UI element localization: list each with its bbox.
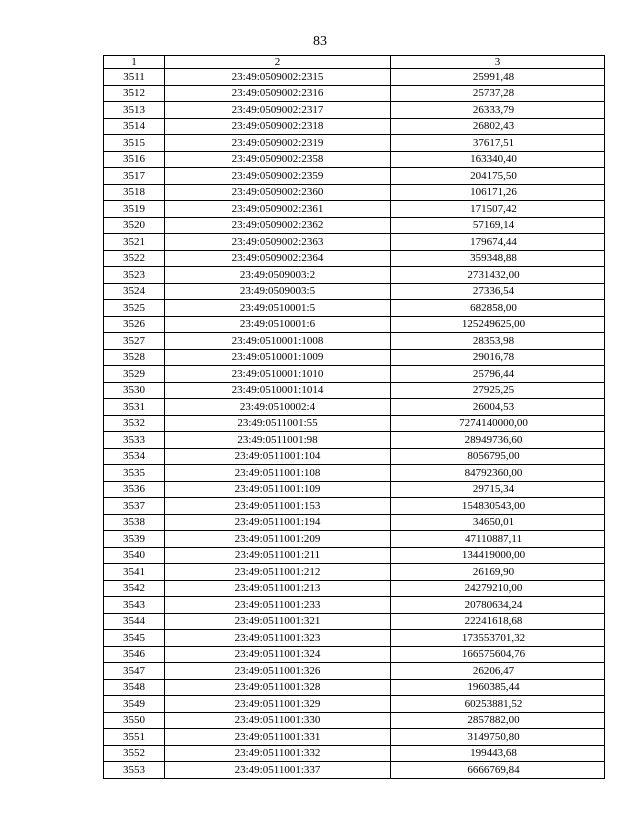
table-row: [104, 663, 605, 680]
cadastral-value-cell: 1960385,44: [391, 679, 605, 696]
page-number: 83: [313, 34, 327, 49]
table-row: [104, 85, 605, 102]
cadastral-number-cell: 23:49:0509002:2361: [165, 201, 391, 218]
row-number-cell: 3526: [104, 316, 165, 333]
cadastral-value-cell: 26004,53: [391, 399, 605, 416]
cadastral-value-cell: 179674,44: [391, 234, 605, 251]
table-row: [104, 135, 605, 152]
row-number-cell: 3546: [104, 646, 165, 663]
row-number-cell: 3538: [104, 514, 165, 531]
row-number-cell: 3545: [104, 630, 165, 647]
cadastral-number-cell: 23:49:0511001:211: [165, 547, 391, 564]
row-number-cell: 3544: [104, 613, 165, 630]
cadastral-number-cell: 23:49:0511001:108: [165, 465, 391, 482]
table-row: [104, 613, 605, 630]
cadastral-value-cell: 20780634,24: [391, 597, 605, 614]
table-row: [104, 217, 605, 234]
table-row: [104, 415, 605, 432]
cadastral-value-cell: 37617,51: [391, 135, 605, 152]
cadastral-value-cell: 26333,79: [391, 102, 605, 119]
table-row: [104, 465, 605, 482]
cadastral-value-cell: 25991,48: [391, 69, 605, 86]
cadastral-number-cell: 23:49:0511001:332: [165, 745, 391, 762]
row-number-cell: 3548: [104, 679, 165, 696]
cadastral-value-cell: 2857882,00: [391, 712, 605, 729]
cadastral-value-cell: 8056795,00: [391, 448, 605, 465]
row-number-cell: 3524: [104, 283, 165, 300]
table-row: [104, 498, 605, 515]
table-row: [104, 333, 605, 350]
cadastral-number-cell: 23:49:0509002:2319: [165, 135, 391, 152]
cadastral-value-cell: 3149750,80: [391, 729, 605, 746]
cadastral-number-cell: 23:49:0511001:329: [165, 696, 391, 713]
cadastral-number-cell: 23:49:0511001:212: [165, 564, 391, 581]
cadastral-value-cell: 27336,54: [391, 283, 605, 300]
cadastral-value-table: [103, 55, 605, 779]
row-number-cell: 3533: [104, 432, 165, 449]
cadastral-number-cell: 23:49:0511001:321: [165, 613, 391, 630]
cadastral-value-cell: 166575604,76: [391, 646, 605, 663]
cadastral-value-cell: 29715,34: [391, 481, 605, 498]
cadastral-value-cell: 84792360,00: [391, 465, 605, 482]
row-number-cell: 3532: [104, 415, 165, 432]
cadastral-value-cell: 171507,42: [391, 201, 605, 218]
table-row: [104, 630, 605, 647]
cadastral-number-cell: 23:49:0509003:5: [165, 283, 391, 300]
row-number-cell: 3519: [104, 201, 165, 218]
cadastral-number-cell: 23:49:0511001:233: [165, 597, 391, 614]
row-number-cell: 3516: [104, 151, 165, 168]
cadastral-number-cell: 23:49:0509002:2317: [165, 102, 391, 119]
table-row: [104, 729, 605, 746]
row-number-cell: 3550: [104, 712, 165, 729]
cadastral-number-cell: 23:49:0511001:326: [165, 663, 391, 680]
row-number-cell: 3514: [104, 118, 165, 135]
cadastral-value-cell: 57169,14: [391, 217, 605, 234]
row-number-cell: 3521: [104, 234, 165, 251]
cadastral-value-cell: 204175,50: [391, 168, 605, 185]
cadastral-number-cell: 23:49:0511001:324: [165, 646, 391, 663]
cadastral-value-cell: 22241618,68: [391, 613, 605, 630]
table-row: [104, 151, 605, 168]
row-number-cell: 3515: [104, 135, 165, 152]
cadastral-value-cell: 26802,43: [391, 118, 605, 135]
table-row: [104, 564, 605, 581]
row-number-cell: 3537: [104, 498, 165, 515]
row-number-cell: 3517: [104, 168, 165, 185]
row-number-cell: 3543: [104, 597, 165, 614]
cadastral-value-cell: 28353,98: [391, 333, 605, 350]
cadastral-number-cell: 23:49:0510001:1010: [165, 366, 391, 383]
table-row: [104, 250, 605, 267]
row-number-cell: 3522: [104, 250, 165, 267]
cadastral-value-cell: 28949736,60: [391, 432, 605, 449]
table-row: [104, 118, 605, 135]
cadastral-value-cell: 26206,47: [391, 663, 605, 680]
row-number-cell: 3531: [104, 399, 165, 416]
cadastral-value-cell: 106171,26: [391, 184, 605, 201]
table-row: [104, 762, 605, 779]
row-number-cell: 3512: [104, 85, 165, 102]
cadastral-number-cell: 23:49:0511001:109: [165, 481, 391, 498]
cadastral-value-cell: 26169,90: [391, 564, 605, 581]
cadastral-number-cell: 23:49:0510001:6: [165, 316, 391, 333]
table-row: [104, 481, 605, 498]
cadastral-value-cell: 47110887,11: [391, 531, 605, 548]
row-number-cell: 3525: [104, 300, 165, 317]
table-row: [104, 745, 605, 762]
row-number-cell: 3539: [104, 531, 165, 548]
row-number-cell: 3511: [104, 69, 165, 86]
row-number-cell: 3551: [104, 729, 165, 746]
table-row: [104, 316, 605, 333]
table-row: [104, 69, 605, 86]
row-number-cell: 3552: [104, 745, 165, 762]
cadastral-number-cell: 23:49:0511001:330: [165, 712, 391, 729]
table-row: [104, 267, 605, 284]
table-row: [104, 168, 605, 185]
table-row: [104, 448, 605, 465]
cadastral-number-cell: 23:49:0511001:55: [165, 415, 391, 432]
cadastral-value-cell: 7274140000,00: [391, 415, 605, 432]
cadastral-value-cell: 25796,44: [391, 366, 605, 383]
table-row: [104, 102, 605, 119]
row-number-cell: 3518: [104, 184, 165, 201]
cadastral-number-cell: 23:49:0510001:5: [165, 300, 391, 317]
cadastral-value-cell: 29016,78: [391, 349, 605, 366]
row-number-cell: 3527: [104, 333, 165, 350]
cadastral-number-cell: 23:49:0510001:1014: [165, 382, 391, 399]
column-header-2: 2: [165, 56, 391, 69]
table-row: [104, 547, 605, 564]
cadastral-number-cell: 23:49:0509002:2358: [165, 151, 391, 168]
cadastral-value-cell: 34650,01: [391, 514, 605, 531]
table-row: [104, 184, 605, 201]
cadastral-number-cell: 23:49:0509002:2363: [165, 234, 391, 251]
table-row: [104, 646, 605, 663]
row-number-cell: 3513: [104, 102, 165, 119]
cadastral-value-cell: 6666769,84: [391, 762, 605, 779]
table-row: [104, 580, 605, 597]
row-number-cell: 3523: [104, 267, 165, 284]
column-header-3: 3: [391, 56, 605, 69]
row-number-cell: 3520: [104, 217, 165, 234]
cadastral-value-cell: 25737,28: [391, 85, 605, 102]
table-row: [104, 432, 605, 449]
cadastral-value-cell: 682858,00: [391, 300, 605, 317]
table-row: [104, 399, 605, 416]
row-number-cell: 3529: [104, 366, 165, 383]
cadastral-number-cell: 23:49:0511001:337: [165, 762, 391, 779]
row-number-cell: 3547: [104, 663, 165, 680]
cadastral-number-cell: 23:49:0511001:209: [165, 531, 391, 548]
table-row: [104, 382, 605, 399]
cadastral-number-cell: 23:49:0511001:194: [165, 514, 391, 531]
row-number-cell: 3542: [104, 580, 165, 597]
cadastral-value-cell: 199443,68: [391, 745, 605, 762]
cadastral-number-cell: 23:49:0510002:4: [165, 399, 391, 416]
cadastral-number-cell: 23:49:0509002:2316: [165, 85, 391, 102]
cadastral-number-cell: 23:49:0511001:323: [165, 630, 391, 647]
table-header-row: [104, 56, 605, 69]
table-row: [104, 712, 605, 729]
cadastral-value-cell: 27925,25: [391, 382, 605, 399]
row-number-cell: 3534: [104, 448, 165, 465]
table-row: [104, 696, 605, 713]
row-number-cell: 3549: [104, 696, 165, 713]
cadastral-number-cell: 23:49:0509002:2360: [165, 184, 391, 201]
cadastral-number-cell: 23:49:0509002:2315: [165, 69, 391, 86]
cadastral-number-cell: 23:49:0510001:1008: [165, 333, 391, 350]
cadastral-value-cell: 359348,88: [391, 250, 605, 267]
cadastral-value-cell: 24279210,00: [391, 580, 605, 597]
cadastral-number-cell: 23:49:0511001:328: [165, 679, 391, 696]
cadastral-value-cell: 163340,40: [391, 151, 605, 168]
table-row: [104, 597, 605, 614]
cadastral-number-cell: 23:49:0511001:104: [165, 448, 391, 465]
table-row: [104, 679, 605, 696]
cadastral-number-cell: 23:49:0509002:2359: [165, 168, 391, 185]
cadastral-number-cell: 23:49:0509002:2362: [165, 217, 391, 234]
cadastral-value-cell: 2731432,00: [391, 267, 605, 284]
cadastral-number-cell: 23:49:0509002:2318: [165, 118, 391, 135]
row-number-cell: 3536: [104, 481, 165, 498]
row-number-cell: 3540: [104, 547, 165, 564]
row-number-cell: 3535: [104, 465, 165, 482]
table-row: [104, 349, 605, 366]
table-row: [104, 514, 605, 531]
cadastral-value-cell: 154830543,00: [391, 498, 605, 515]
cadastral-value-cell: 125249625,00: [391, 316, 605, 333]
table-row: [104, 201, 605, 218]
table-body: [104, 56, 605, 779]
row-number-cell: 3541: [104, 564, 165, 581]
row-number-cell: 3530: [104, 382, 165, 399]
cadastral-number-cell: 23:49:0509002:2364: [165, 250, 391, 267]
table-row: [104, 300, 605, 317]
table-row: [104, 366, 605, 383]
cadastral-number-cell: 23:49:0509003:2: [165, 267, 391, 284]
cadastral-value-cell: 173553701,32: [391, 630, 605, 647]
cadastral-number-cell: 23:49:0511001:98: [165, 432, 391, 449]
cadastral-number-cell: 23:49:0511001:213: [165, 580, 391, 597]
cadastral-value-cell: 60253881,52: [391, 696, 605, 713]
cadastral-number-cell: 23:49:0511001:331: [165, 729, 391, 746]
table-row: [104, 283, 605, 300]
row-number-cell: 3553: [104, 762, 165, 779]
cadastral-value-cell: 134419000,00: [391, 547, 605, 564]
column-header-1: 1: [104, 56, 165, 69]
cadastral-number-cell: 23:49:0510001:1009: [165, 349, 391, 366]
cadastral-number-cell: 23:49:0511001:153: [165, 498, 391, 515]
table-row: [104, 234, 605, 251]
row-number-cell: 3528: [104, 349, 165, 366]
table-row: [104, 531, 605, 548]
